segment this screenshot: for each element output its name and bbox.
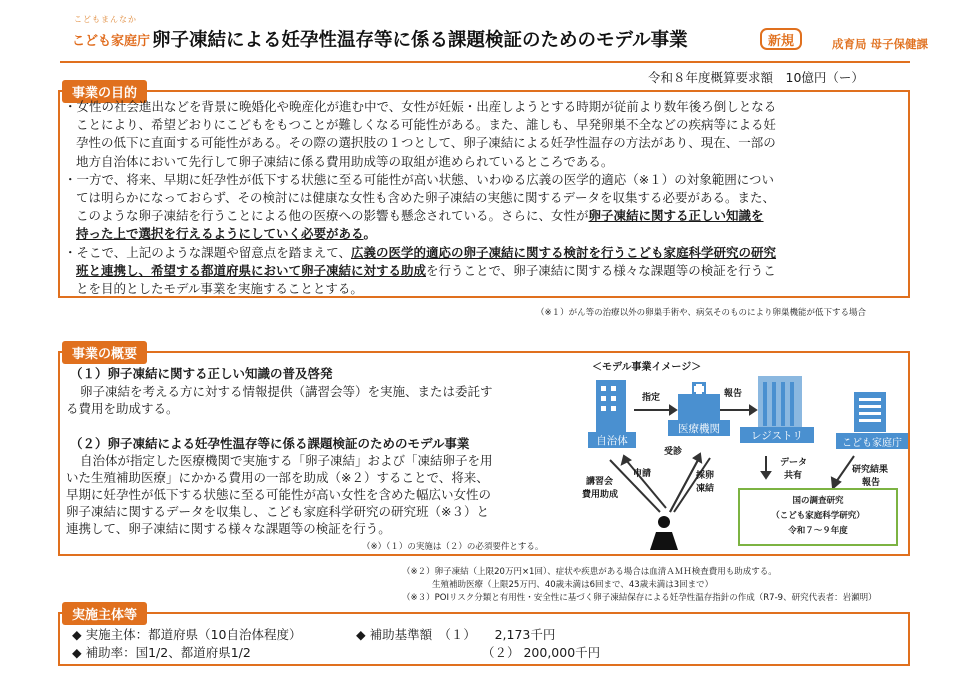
logo-tagline: こどもまんなか xyxy=(74,15,137,24)
overview-text: 卵子凍結を考える方に対する情報提供（講習会等）を実施、または委託す xyxy=(80,384,493,399)
registry-building-icon xyxy=(758,376,802,432)
municipality-label: 自治体 xyxy=(588,432,636,448)
consult-label: 受診 xyxy=(664,447,683,457)
share-label: 共有 xyxy=(784,471,803,481)
overview-text: 卵子凍結に関するデータを収集し、こども家庭科学研究の研究班（※３）と xyxy=(66,504,489,519)
purpose-line xyxy=(64,244,904,262)
results-label: 報告 xyxy=(862,478,881,488)
report-label: 報告 xyxy=(724,389,743,399)
implementer-entity: ◆ 実施主体：都道府県（10自治体程度） xyxy=(72,627,302,642)
department-name: 成育局 母子保健課 xyxy=(832,37,929,51)
overview-text: 早期に妊孕性が低下する状態に至る可能性が高い女性を含めた幅広い女性の xyxy=(66,487,492,502)
designate-label: 指定 xyxy=(642,393,661,403)
header-divider xyxy=(60,61,910,63)
implementer-rate: ◆ 補助率：国1/2、都道府県1/2 xyxy=(72,645,251,660)
purpose-emphasis: 班と連携し、希望する都道府県において卵子凍結に対する助成 xyxy=(76,262,427,278)
purpose-line: ・女性の社会進出などを背景に晩婚化や晩産化が進む中で、女性が妊娠・出産しようとする時期が従前より数年後ろ倒しとなる xyxy=(64,99,777,114)
collect-label: 凍結 xyxy=(696,484,715,494)
agency-logo: こども家庭庁 xyxy=(72,34,151,49)
purpose-label: 事業の目的 xyxy=(62,80,147,103)
overview-label: 事業の概要 xyxy=(62,341,147,364)
purpose-footnote: （※１）がん等の治療以外の卵巣手術や、病気そのものにより卵巣機能が低下する場合 xyxy=(536,308,866,318)
agency-label: こども家庭庁 xyxy=(836,433,908,449)
study-line: （こども家庭科学研究） xyxy=(771,511,865,521)
diagram-title: ＜モデル事業イメージ＞ xyxy=(592,362,702,373)
registry-label: レジストリ xyxy=(740,427,814,443)
apply-label: 申請 xyxy=(633,469,652,479)
share-label: データ xyxy=(780,458,808,468)
national-study-box xyxy=(738,488,898,546)
purpose-line: ・一方で、将来、早期に妊孕性が低下する状態に至る可能性が高い状態、いわゆる広義の医学的適応（※１）の対象範囲につい xyxy=(64,171,774,187)
overview-text: いた生殖補助医療」にかかる費用の一部を助成（※２）することで、将来、 xyxy=(66,470,489,485)
overview-heading-2: （２）卵子凍結による妊孕性温存等に係る課題検証のためのモデル事業 xyxy=(70,436,470,451)
subsidy-amount-1: ◆ 補助基準額 （１） 2,173千円 xyxy=(356,627,556,642)
new-badge: 新規 xyxy=(760,28,802,50)
purpose-text xyxy=(64,98,904,298)
clinic-label: 医療機関 xyxy=(668,420,730,436)
municipality-building-icon xyxy=(596,380,626,432)
purpose-line xyxy=(64,225,904,243)
results-label: 研究結果 xyxy=(852,465,889,475)
purpose-line: 地方自治体において先行して卵子凍結に係る費用助成等の取組が進められているところである。 xyxy=(76,153,614,169)
implementer-label: 実施主体等 xyxy=(62,602,147,625)
purpose-line: 孕性の低下に直面する可能性がある。その際の選択肢の１つとして、卵子凍結による妊孕性温存の方法があり、現在、一部の xyxy=(76,135,776,151)
overview-text: 自治体が指定した医療機関で実施する「卵子凍結」および「凍結卵子を用 xyxy=(80,453,493,468)
purpose-emphasis: 卵子凍結に関する正しい知識を xyxy=(588,208,764,224)
collect-label: 採卵 xyxy=(696,471,715,481)
purpose-line: とを目的としたモデル事業を実施することとする。 xyxy=(76,281,363,297)
budget-request: 令和８年度概算要求額 10億円（ー） xyxy=(648,70,864,85)
woman-icon xyxy=(650,516,678,550)
footnote-2-cont: 生殖補助医療（上限25万円、40歳未満は6回まで、43歳未満は3回まで） xyxy=(432,580,714,590)
seminar-label: 講習会 xyxy=(586,477,614,487)
footnote-2: （※２）卵子凍結（上限20万円×1回）、症状や疾患がある場合は血清ＡＭＨ検査費用も助成する。 xyxy=(402,567,777,577)
overview-heading-1: （１）卵子凍結に関する正しい知識の普及啓発 xyxy=(70,366,333,381)
footnote-3: （※３）POIリスク分類と有用性・安全性に基づく卵子凍結保存による妊孕性温存指針の作成（R7-9、研究代表者：岩瀬明） xyxy=(402,593,877,603)
purpose-line: ことにより、希望どおりにこどもをもつことが難しくなる可能性がある。また、誰しも、早発卵巣不全などの疾病等による妊 xyxy=(76,117,777,133)
purpose-line: ては明らかになっておらず、その検討には健康な女性も含めた卵子凍結の実態に関するデータを収集する必要がある。また、 xyxy=(76,190,776,206)
overview-text: る費用を助成する。 xyxy=(66,401,179,416)
purpose-emphasis: 広義の医学的適応の卵子凍結に関する検討を行うこども家庭科学研究の研究 xyxy=(351,244,777,260)
purpose-segment: このような卵子凍結を行うことによる他の医療への影響も懸念されている。さらに、女性が xyxy=(76,208,589,224)
purpose-segment: ・そこで、上記のような課題や留意点を踏まえて、 xyxy=(64,244,352,260)
purpose-emphasis: 持った上で選択を行えるようにしていく必要がある xyxy=(76,226,364,242)
overview-footnote: （※）（１）の実施は（２）の必須要件とする。 xyxy=(362,542,544,552)
agency-building-icon xyxy=(854,392,886,432)
page-title: 卵子凍結による妊孕性温存等に係る課題検証のためのモデル事業 xyxy=(152,30,688,51)
purpose-line xyxy=(64,207,904,225)
study-line: 国の調査研究 xyxy=(792,496,844,506)
purpose-line xyxy=(64,262,904,280)
subsidy-amount-2: （２） 200,000千円 xyxy=(482,645,601,660)
purpose-segment: 。 xyxy=(363,226,377,242)
seminar-label: 費用助成 xyxy=(582,490,619,500)
overview-text: 連携して、卵子凍結に関する様々な課題等の検証を行う。 xyxy=(66,521,391,536)
purpose-segment: を行うことで、卵子凍結に関する様々な課題等の検証を行うこ xyxy=(426,262,776,278)
study-line: 令和７～９年度 xyxy=(788,526,848,536)
